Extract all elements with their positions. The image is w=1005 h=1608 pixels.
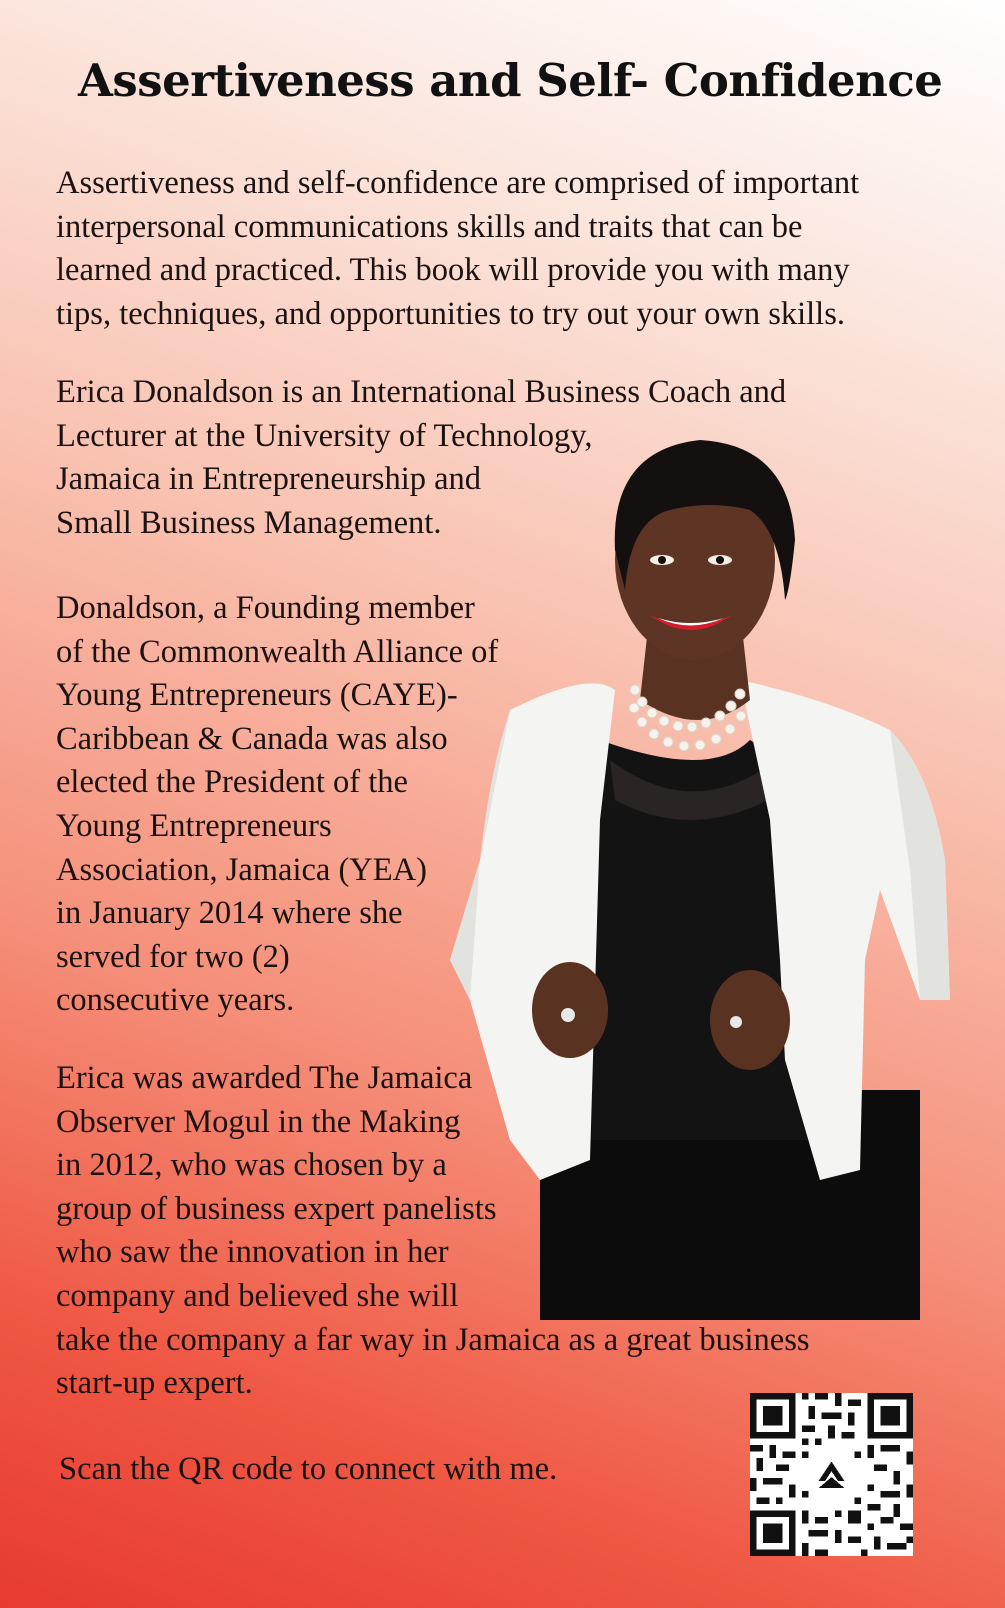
- award-line: in 2012, who was chosen by a: [56, 1147, 447, 1184]
- caye-line: consecutive years.: [56, 982, 295, 1019]
- award-line: Erica was awarded The Jamaica: [56, 1060, 473, 1096]
- intro-line: Assertiveness and self-confidence are comprised of important: [56, 165, 860, 201]
- award-line: take the company a far way in Jamaica as a great business: [56, 1321, 810, 1358]
- bio-line: Erica Donaldson is an International Business Coach and: [56, 374, 787, 410]
- portrait-photo: [450, 440, 980, 1320]
- page-title: Assertiveness and Self- Confidence: [78, 54, 943, 107]
- award-line: Observer Mogul in the Making: [56, 1103, 461, 1140]
- intro-line: tips, techniques, and opportunities to try out your own skills.: [56, 295, 845, 332]
- caye-line: Donaldson, a Founding member: [56, 590, 475, 626]
- caye-line: in January 2014 where she: [56, 895, 403, 932]
- caye-line: Young Entrepreneurs: [56, 807, 332, 844]
- award-line: company and believed she will: [56, 1277, 459, 1314]
- bio-line: Small Business Management.: [56, 504, 442, 541]
- caye-line: Association, Jamaica (YEA): [56, 851, 427, 888]
- right-hand: [710, 970, 790, 1070]
- qr-code-icon[interactable]: [750, 1393, 913, 1556]
- award-line: start-up expert.: [56, 1365, 253, 1402]
- caye-line: of the Commonwealth Alliance of: [56, 633, 499, 670]
- intro-line: learned and practiced. This book will provide you with many: [56, 252, 850, 289]
- intro-paragraph: [56, 162, 859, 336]
- award-line: who saw the innovation in her: [56, 1234, 449, 1271]
- caye-line: Young Entrepreneurs (CAYE)-: [56, 677, 458, 714]
- caye-line: elected the President of the: [56, 764, 408, 801]
- bio-line: Jamaica in Entrepreneurship and: [56, 461, 482, 498]
- caye-line: Caribbean & Canada was also: [56, 720, 448, 757]
- award-line: group of business expert panelists: [56, 1190, 497, 1227]
- caye-line: served for two (2): [56, 938, 290, 975]
- bio-line: Lecturer at the University of Technology,: [56, 417, 593, 454]
- intro-line: interpersonal communications skills and traits that can be: [56, 208, 803, 245]
- scan-instruction: Scan the QR code to connect with me.: [59, 1451, 558, 1487]
- caye-paragraph: [56, 587, 498, 1023]
